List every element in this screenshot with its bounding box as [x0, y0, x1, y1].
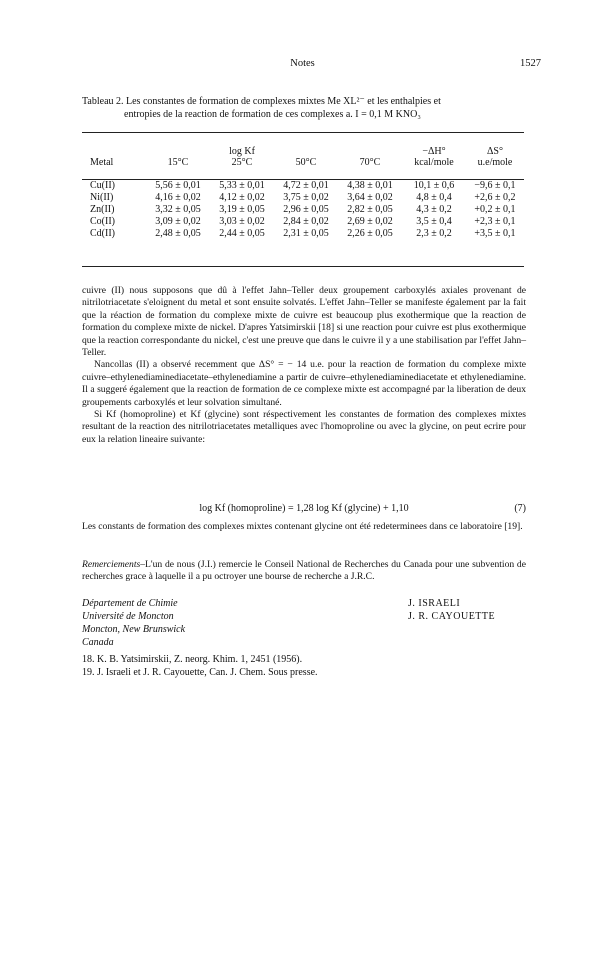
table-cell: 2,44 ± 0,05: [219, 228, 265, 239]
table-cell: 4,38 ± 0,01: [347, 180, 393, 191]
table-cell: 2,82 ± 0,05: [347, 204, 393, 215]
table-header-cell: 25°C: [231, 157, 253, 168]
table-cell: 4,16 ± 0,02: [155, 192, 201, 203]
paragraph: cuivre (II) nous supposons que dû à l'effet Jahn–Teller deux groupement carboxylés axiales provenant de nitrilotriacetate s'eloignent du metal et sont ensuite solvatés. L'effet Jahn–Teller se manifeste également par la fait que la réaction de formation du complexe mixte de cuivre est beaucoup plus exothermique que la reaction de formation du complexe mixte de nickel. D'apres Yatsimirskii [18] si une reaction pour cuivre est plus exothermique que la reaction correspondante du nickel, c'est une preuve que dans le cuivre il y a une stabilisation par l'effet Jahn–Teller.: [82, 285, 526, 359]
table-cell: Cu(II): [90, 180, 115, 191]
table-cell: 2,69 ± 0,02: [347, 216, 393, 227]
reference-item: 19. J. Israeli et J. R. Cayouette, Can. J. Chem. Sous presse.: [82, 667, 318, 678]
author-block: [408, 597, 495, 623]
table-cell: 4,3 ± 0,2: [416, 204, 452, 215]
table-cell: 3,19 ± 0,05: [219, 204, 265, 215]
table-bottom-rule: [82, 266, 524, 267]
table-top-rule: [82, 132, 524, 133]
table-cell: Ni(II): [90, 192, 114, 203]
table-row: [82, 192, 524, 204]
table-cell: +2,3 ± 0,1: [474, 216, 516, 227]
table-cell: 4,72 ± 0,01: [283, 180, 329, 191]
table-row: [82, 180, 524, 192]
paragraph: Les constants de formation des complexes mixtes contenant glycine ont été redeterminees dans ce laboratoire [19].: [82, 521, 523, 532]
table-cell: 2,48 ± 0,05: [155, 228, 201, 239]
table-cell: 3,5 ± 0,4: [416, 216, 452, 227]
main-text: [82, 285, 526, 446]
acknowledgement-label: Remerciements: [82, 559, 141, 570]
references: [82, 653, 318, 679]
page-number: 1527: [520, 58, 541, 69]
table-cell: 2,3 ± 0,2: [416, 228, 452, 239]
table-cell: +0,2 ± 0,1: [474, 204, 516, 215]
table-cell: Cd(II): [90, 228, 115, 239]
affiliation-line: Université de Moncton: [82, 611, 174, 622]
table-cell: 5,33 ± 0,01: [219, 180, 265, 191]
equation-text: log Kf (homoproline) = 1,28 log Kf (glycine) + 1,10: [199, 503, 409, 514]
data-table: [82, 143, 524, 240]
affiliation-block: [82, 597, 185, 649]
table-cell: −9,6 ± 0,1: [474, 180, 516, 191]
paragraph: Nancollas (II) a observé recemment que ΔS° = − 14 u.e. pour la reaction de formation du complexe mixte cuivre–ethylenediaminediacetate–ethylenediamine a partir de cuivre–ethylenediaminediacetate et ethylenediamine. Il a suggeré également que la reaction de formation de ce complexe mixte est accompagné par la liberation de deux groupements carboxylés et leur solvation simultané.: [82, 359, 526, 408]
table-cell: 5,56 ± 0,01: [155, 180, 201, 191]
paragraph: Si Kf (homoproline) et Kf (glycine) sont réspectivement les constantes de formation des complexes mixtes resultant de la reaction des nitrilotriacetates metalliques avec l'homoproline ou avec la glycine, on peut ecrire pour eux la relation lineaire suivante:: [82, 409, 526, 445]
table-row: [82, 216, 524, 228]
table-cell: 10,1 ± 0,6: [413, 180, 455, 191]
table-cell: 2,26 ± 0,05: [347, 228, 393, 239]
author-name: J. ISRAELI: [408, 598, 461, 609]
table-header-cell: log Kf: [229, 146, 255, 157]
acknowledgement-text: –L'un de nous (J.I.) remercie le Conseil National de Recherches du Canada pour une subvention de recherches grace à laquelle il a pu octroyer une bourse de recherche a J.R.C.: [82, 559, 526, 583]
table-cell: +3,5 ± 0,1: [474, 228, 516, 239]
table-cell: 2,31 ± 0,05: [283, 228, 329, 239]
affiliation-line: Département de Chimie: [82, 598, 178, 609]
table-header-cell: kcal/mole: [414, 157, 454, 168]
table-header-cell: Metal: [90, 157, 114, 168]
table-cell: 2,96 ± 0,05: [283, 204, 329, 215]
affiliation-line: Moncton, New Brunswick: [82, 624, 186, 635]
table-header-cell: ΔS°: [487, 146, 503, 157]
table-header-row: [82, 143, 524, 157]
table-cell: 3,75 ± 0,02: [283, 192, 329, 203]
table-cell: 4,8 ± 0,4: [416, 192, 452, 203]
table-caption-line-1: Tableau 2. Les constantes de formation de complexes mixtes Me XL²⁻ et les enthalpies et: [82, 96, 441, 107]
table-header-cell: u.e/mole: [477, 157, 513, 168]
author-name: J. R. CAYOUETTE: [408, 611, 496, 622]
equation-number: (7): [514, 503, 526, 514]
table-caption: [82, 95, 527, 121]
affiliation-line: Canada: [82, 637, 114, 648]
acknowledgement: [82, 559, 526, 584]
header-title: Notes: [290, 58, 315, 69]
table-cell: 4,12 ± 0,02: [219, 192, 265, 203]
table-cell: 3,09 ± 0,02: [155, 216, 201, 227]
table-cell: Zn(II): [90, 204, 115, 215]
table-header-row: [82, 157, 524, 171]
table-header-cell: −ΔH°: [422, 146, 446, 157]
reference-item: 18. K. B. Yatsimirskii, Z. neorg. Khim. 1, 2451 (1956).: [82, 654, 303, 665]
table-caption-line-2: entropies de la reaction de formation de ces complexes a. I = 0,1 M KNO₃: [124, 109, 421, 120]
table-cell: Co(II): [90, 216, 115, 227]
table-cell: 2,84 ± 0,02: [283, 216, 329, 227]
table-header-cell: [338, 143, 402, 157]
table-header-cell: 15°C: [167, 157, 189, 168]
table-cell: 3,64 ± 0,02: [347, 192, 393, 203]
table-header-cell: [82, 143, 146, 157]
table-header-cell: [146, 143, 210, 157]
table-row: [82, 228, 524, 240]
paragraph-after-equation: [82, 521, 526, 533]
table-header-cell: [274, 143, 338, 157]
table-header-cell: 70°C: [359, 157, 381, 168]
table-row: [82, 204, 524, 216]
table-cell: 3,32 ± 0,05: [155, 204, 201, 215]
table-cell: +2,6 ± 0,2: [474, 192, 516, 203]
table-header-cell: 50°C: [295, 157, 317, 168]
table-cell: 3,03 ± 0,02: [219, 216, 265, 227]
